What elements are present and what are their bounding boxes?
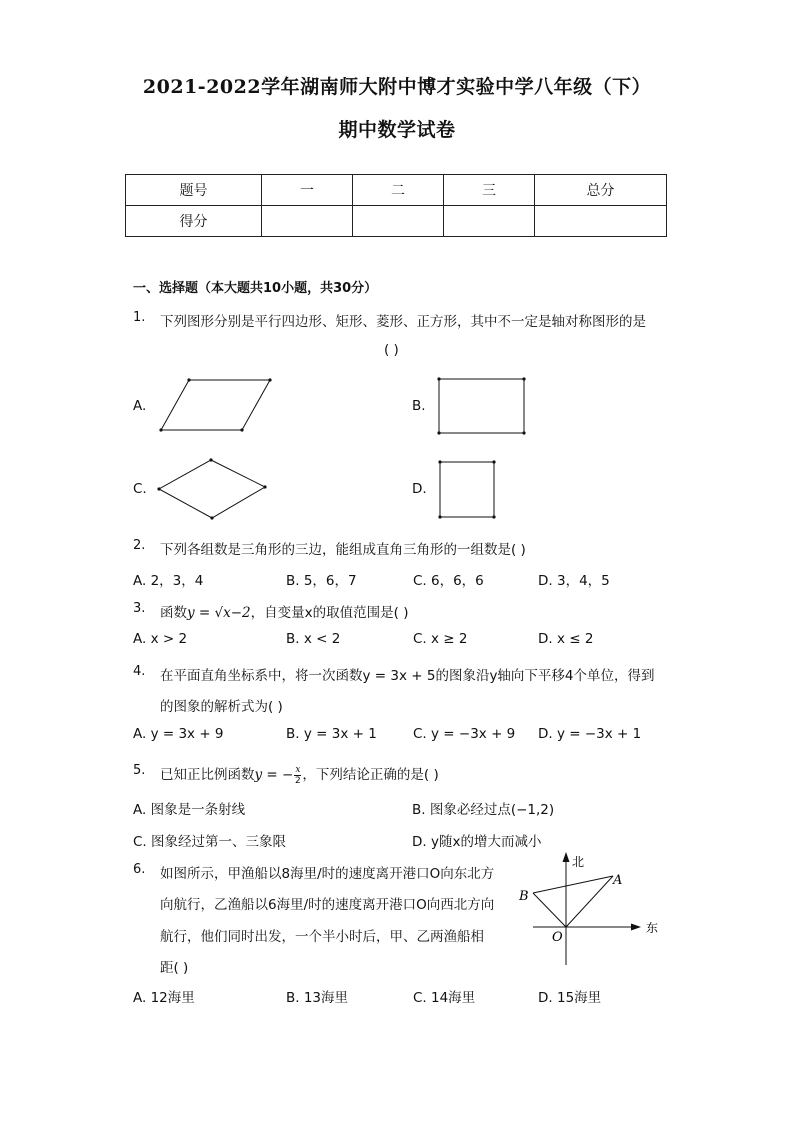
- option-d[interactable]: D. 3，4，5: [538, 573, 610, 589]
- option-b[interactable]: B. 13海里: [286, 990, 349, 1006]
- score-header-cell: 题号: [126, 175, 262, 206]
- question-text-line2: 的图象的解析式为( ): [160, 699, 283, 715]
- point-a-label: A: [613, 873, 623, 888]
- question-text-post: ，自变量x的取值范围是( ): [250, 605, 409, 621]
- question-text-pre: 函数: [160, 605, 187, 621]
- option-a[interactable]: A. 2，3，4: [133, 573, 204, 589]
- question-text: 下列图形分别是平行四边形、矩形、菱形、正方形，其中不一定是轴对称图形的是: [160, 314, 646, 330]
- option-b[interactable]: B. 图象必经过点(−1,2): [412, 802, 555, 818]
- page-subtitle: 期中数学试卷: [338, 119, 456, 141]
- score-row-label: 得分: [126, 206, 262, 237]
- question-text: 下列各组数是三角形的三边，能组成直角三角形的一组数是( ): [160, 542, 526, 558]
- option-d[interactable]: D. x ≤ 2: [538, 631, 594, 647]
- question-number: 6.: [133, 862, 146, 877]
- option-b-label[interactable]: B.: [412, 398, 426, 414]
- option-d[interactable]: D. 15海里: [538, 990, 602, 1006]
- option-b[interactable]: B. x < 2: [286, 631, 341, 647]
- question-number: 5.: [133, 763, 146, 778]
- score-header-cell: 总分: [535, 175, 667, 206]
- option-d[interactable]: D. y = −3x + 1: [538, 726, 642, 742]
- question-text-line1: 如图所示，甲渔船以8海里/时的速度离开港口O向东北方: [160, 866, 495, 882]
- option-a[interactable]: A. x > 2: [133, 631, 188, 647]
- answer-paren: ( ): [384, 342, 399, 358]
- page-title: 2021-2022学年湖南师大附中博才实验中学八年级（下）: [142, 76, 652, 98]
- option-c[interactable]: C. 14海里: [413, 990, 476, 1006]
- section-heading: 一、选择题（本大题共10小题，共30分）: [133, 281, 378, 296]
- question-number: 1.: [133, 310, 146, 325]
- point-b-label: B: [519, 889, 529, 904]
- fraction-numerator: x: [295, 764, 301, 775]
- question-number: 4.: [133, 664, 146, 679]
- option-a[interactable]: A. y = 3x + 9: [133, 726, 224, 742]
- option-a[interactable]: A. 图象是一条射线: [133, 802, 246, 818]
- sqrt-formula: y = √x−2: [187, 605, 251, 621]
- question-text-line1: 在平面直角坐标系中，将一次函数y = 3x + 5的图象沿y轴向下平移4个单位，得到: [160, 668, 655, 684]
- score-header-cell: 一: [262, 175, 353, 206]
- formula-lhs: y = −: [254, 767, 294, 783]
- score-header-cell: 二: [353, 175, 444, 206]
- question-number: 2.: [133, 538, 146, 553]
- question-number: 3.: [133, 601, 146, 616]
- point-o-label: O: [552, 930, 563, 945]
- option-c[interactable]: C. x ≥ 2: [413, 631, 468, 647]
- option-c[interactable]: C. y = −3x + 9: [413, 726, 516, 742]
- question-text-line3: 航行，他们同时出发，一个半小时后，甲、乙两渔船相: [160, 929, 484, 945]
- question-text-line4: 距( ): [160, 960, 189, 976]
- fraction-denominator: 2: [295, 775, 301, 786]
- option-d[interactable]: D. y随x的增大而减小: [412, 834, 542, 850]
- score-header-cell: 三: [444, 175, 535, 206]
- option-c[interactable]: C. 图象经过第一、三象限: [133, 834, 287, 850]
- east-label: 东: [646, 921, 659, 935]
- question-text-post: ，下列结论正确的是( ): [302, 767, 439, 783]
- question-text-line2: 向航行，乙渔船以6海里/时的速度离开港口O向西北方向: [160, 897, 495, 913]
- option-b[interactable]: B. 5，6，7: [286, 573, 357, 589]
- north-label: 北: [572, 855, 585, 869]
- option-d-label[interactable]: D.: [412, 481, 427, 497]
- option-a[interactable]: A. 12海里: [133, 990, 195, 1006]
- option-c-label[interactable]: C.: [133, 481, 147, 497]
- option-a-label[interactable]: A.: [133, 398, 147, 414]
- option-b[interactable]: B. y = 3x + 1: [286, 726, 377, 742]
- question-text-pre: 已知正比例函数: [160, 767, 255, 783]
- option-c[interactable]: C. 6，6，6: [413, 573, 484, 589]
